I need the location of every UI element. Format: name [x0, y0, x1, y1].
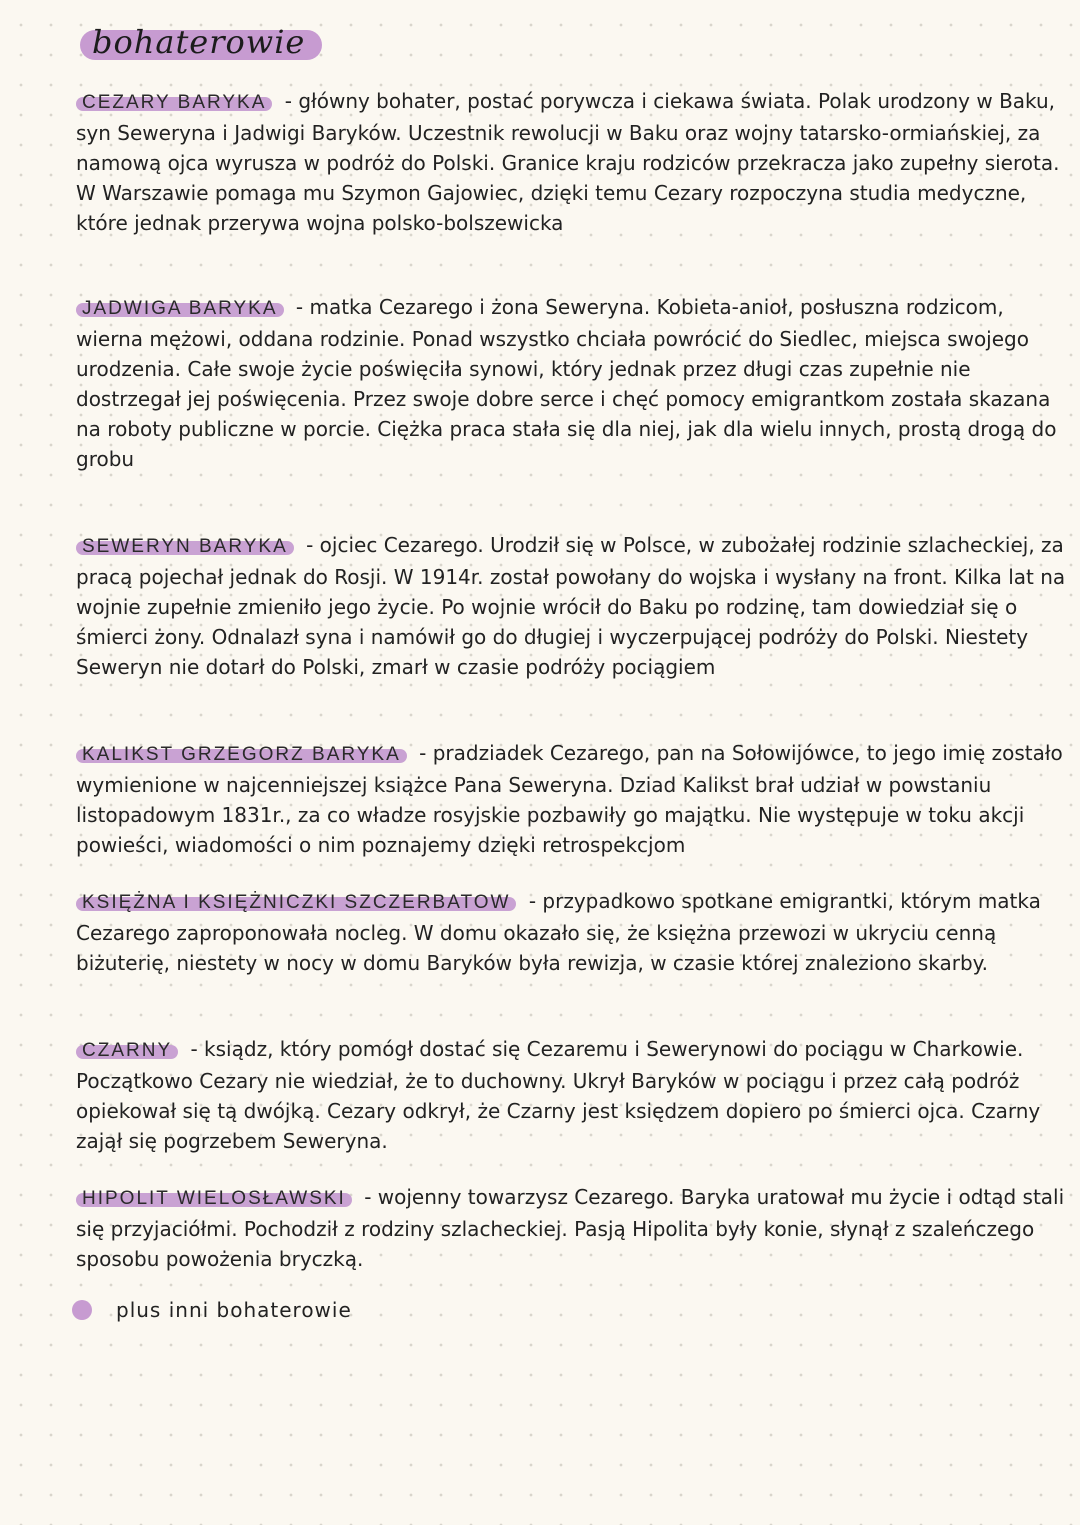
character-name: KSIĘŻNA I KSIĘŻNICZKI SZCZERBATOW: [76, 888, 516, 918]
character-entry-jadwiga: [76, 292, 1066, 474]
character-entry-czarny: [76, 1034, 1066, 1156]
character-name: KALIKST GRZEGORZ BARYKA: [76, 740, 407, 770]
character-entry-cezary: [76, 86, 1066, 238]
character-entry-szczerbatow: [76, 886, 1066, 978]
bullet-dot-icon: [72, 1300, 92, 1320]
character-description: - pradziadek Cezarego, pan na Sołowijówce, to jego imię zostało wymienione w najcenniejszej książce Pana Seweryna. Dziad Kalikst brał udział w powstaniu listopadowym 1831r., za co władze rosyjskie pozbawiły go majątku. Nie występuje w toku akcji powieści, wiadomości o nim poznajemy dzięki retrospekcjom: [76, 741, 1063, 857]
page-title: bohaterowie: [92, 23, 306, 61]
title-block: [80, 22, 305, 62]
character-description: - przypadkowo spotkane emigrantki, którym matka Cezarego zaproponowała nocleg. W domu okazało się, że księżna przewozi w ukryciu cenną biżuterię, niestety w nocy w domu Baryków była rewizja, w czasie której znaleziono skarby.: [76, 889, 1041, 975]
character-name: CEZARY BARYKA: [76, 88, 272, 118]
character-name: SEWERYN BARYKA: [76, 532, 294, 562]
footer-note: [72, 1298, 352, 1322]
character-description: - matka Cezarego i żona Seweryna. Kobieta-anioł, posłuszna rodzicom, wierna mężowi, oddana rodzinie. Ponad wszystko chciała powrócić do Siedlec, miejsca swojego urodzenia. Całe swoje życie poświęciła synowi, który jednak przez długi czas zupełnie nie dostrzegał jej poświęcenia. Przez swoje dobre serce i chęć pomocy emigrantkom została skazana na roboty publiczne w porcie. Ciężka praca stała się dla niej, jak dla wielu innych, prostą drogą do grobu: [76, 295, 1057, 471]
footer-text: plus inni bohaterowie: [116, 1298, 352, 1322]
character-name: CZARNY: [76, 1036, 178, 1066]
character-description: - ojciec Cezarego. Urodził się w Polsce, w zubożałej rodzinie szlacheckiej, za pracą pojechał jednak do Rosji. W 1914r. został powołany do wojska i wysłany na front. Kilka lat na wojnie zupełnie zmieniło jego życie. Po wojnie wrócił do Baku po rodzinę, tam dowiedział się o śmierci żony. Odnalazł syna i namówił go do długiej i wyczerpującej podróży do Polski. Niestety Seweryn nie dotarł do Polski, zmarł w czasie podróży pociągiem: [76, 533, 1066, 679]
character-description: - ksiądz, który pomógł dostać się Cezaremu i Sewerynowi do pociągu w Charkowie. Początkowo Cezary nie wiedział, że to duchowny. Ukrył Baryków w pociągu i przez całą podróż opiekował się tą dwójką. Cezary odkrył, że Czarny jest księdzem dopiero po śmierci ojca. Czarny zajął się pogrzebem Seweryna.: [76, 1037, 1041, 1153]
character-entry-hipolit: [76, 1182, 1066, 1274]
character-description: - wojenny towarzysz Cezarego. Baryka uratował mu życie i odtąd stali się przyjaciółmi. Pochodził z rodziny szlacheckiej. Pasją Hipolita były konie, słynął z szaleńczego sposobu powożenia bryczką.: [76, 1185, 1065, 1271]
character-name: JADWIGA BARYKA: [76, 294, 284, 324]
character-name: HIPOLIT WIELOSŁAWSKI: [76, 1184, 352, 1214]
character-entry-kalikst: [76, 738, 1066, 860]
character-description: - główny bohater, postać porywcza i ciekawa świata. Polak urodzony w Baku, syn Seweryna i Jadwigi Baryków. Uczestnik rewolucji w Baku oraz wojny tatarsko-ormiańskiej, za namową ojca wyrusza w podróż do Polski. Granice kraju rodziców przekracza jako zupełny sierota. W Warszawie pomaga mu Szymon Gajowiec, dzięki temu Cezary rozpoczyna studia medyczne, które jednak przerywa wojna polsko-bolszewicka: [76, 89, 1060, 235]
character-entry-seweryn: [76, 530, 1066, 682]
